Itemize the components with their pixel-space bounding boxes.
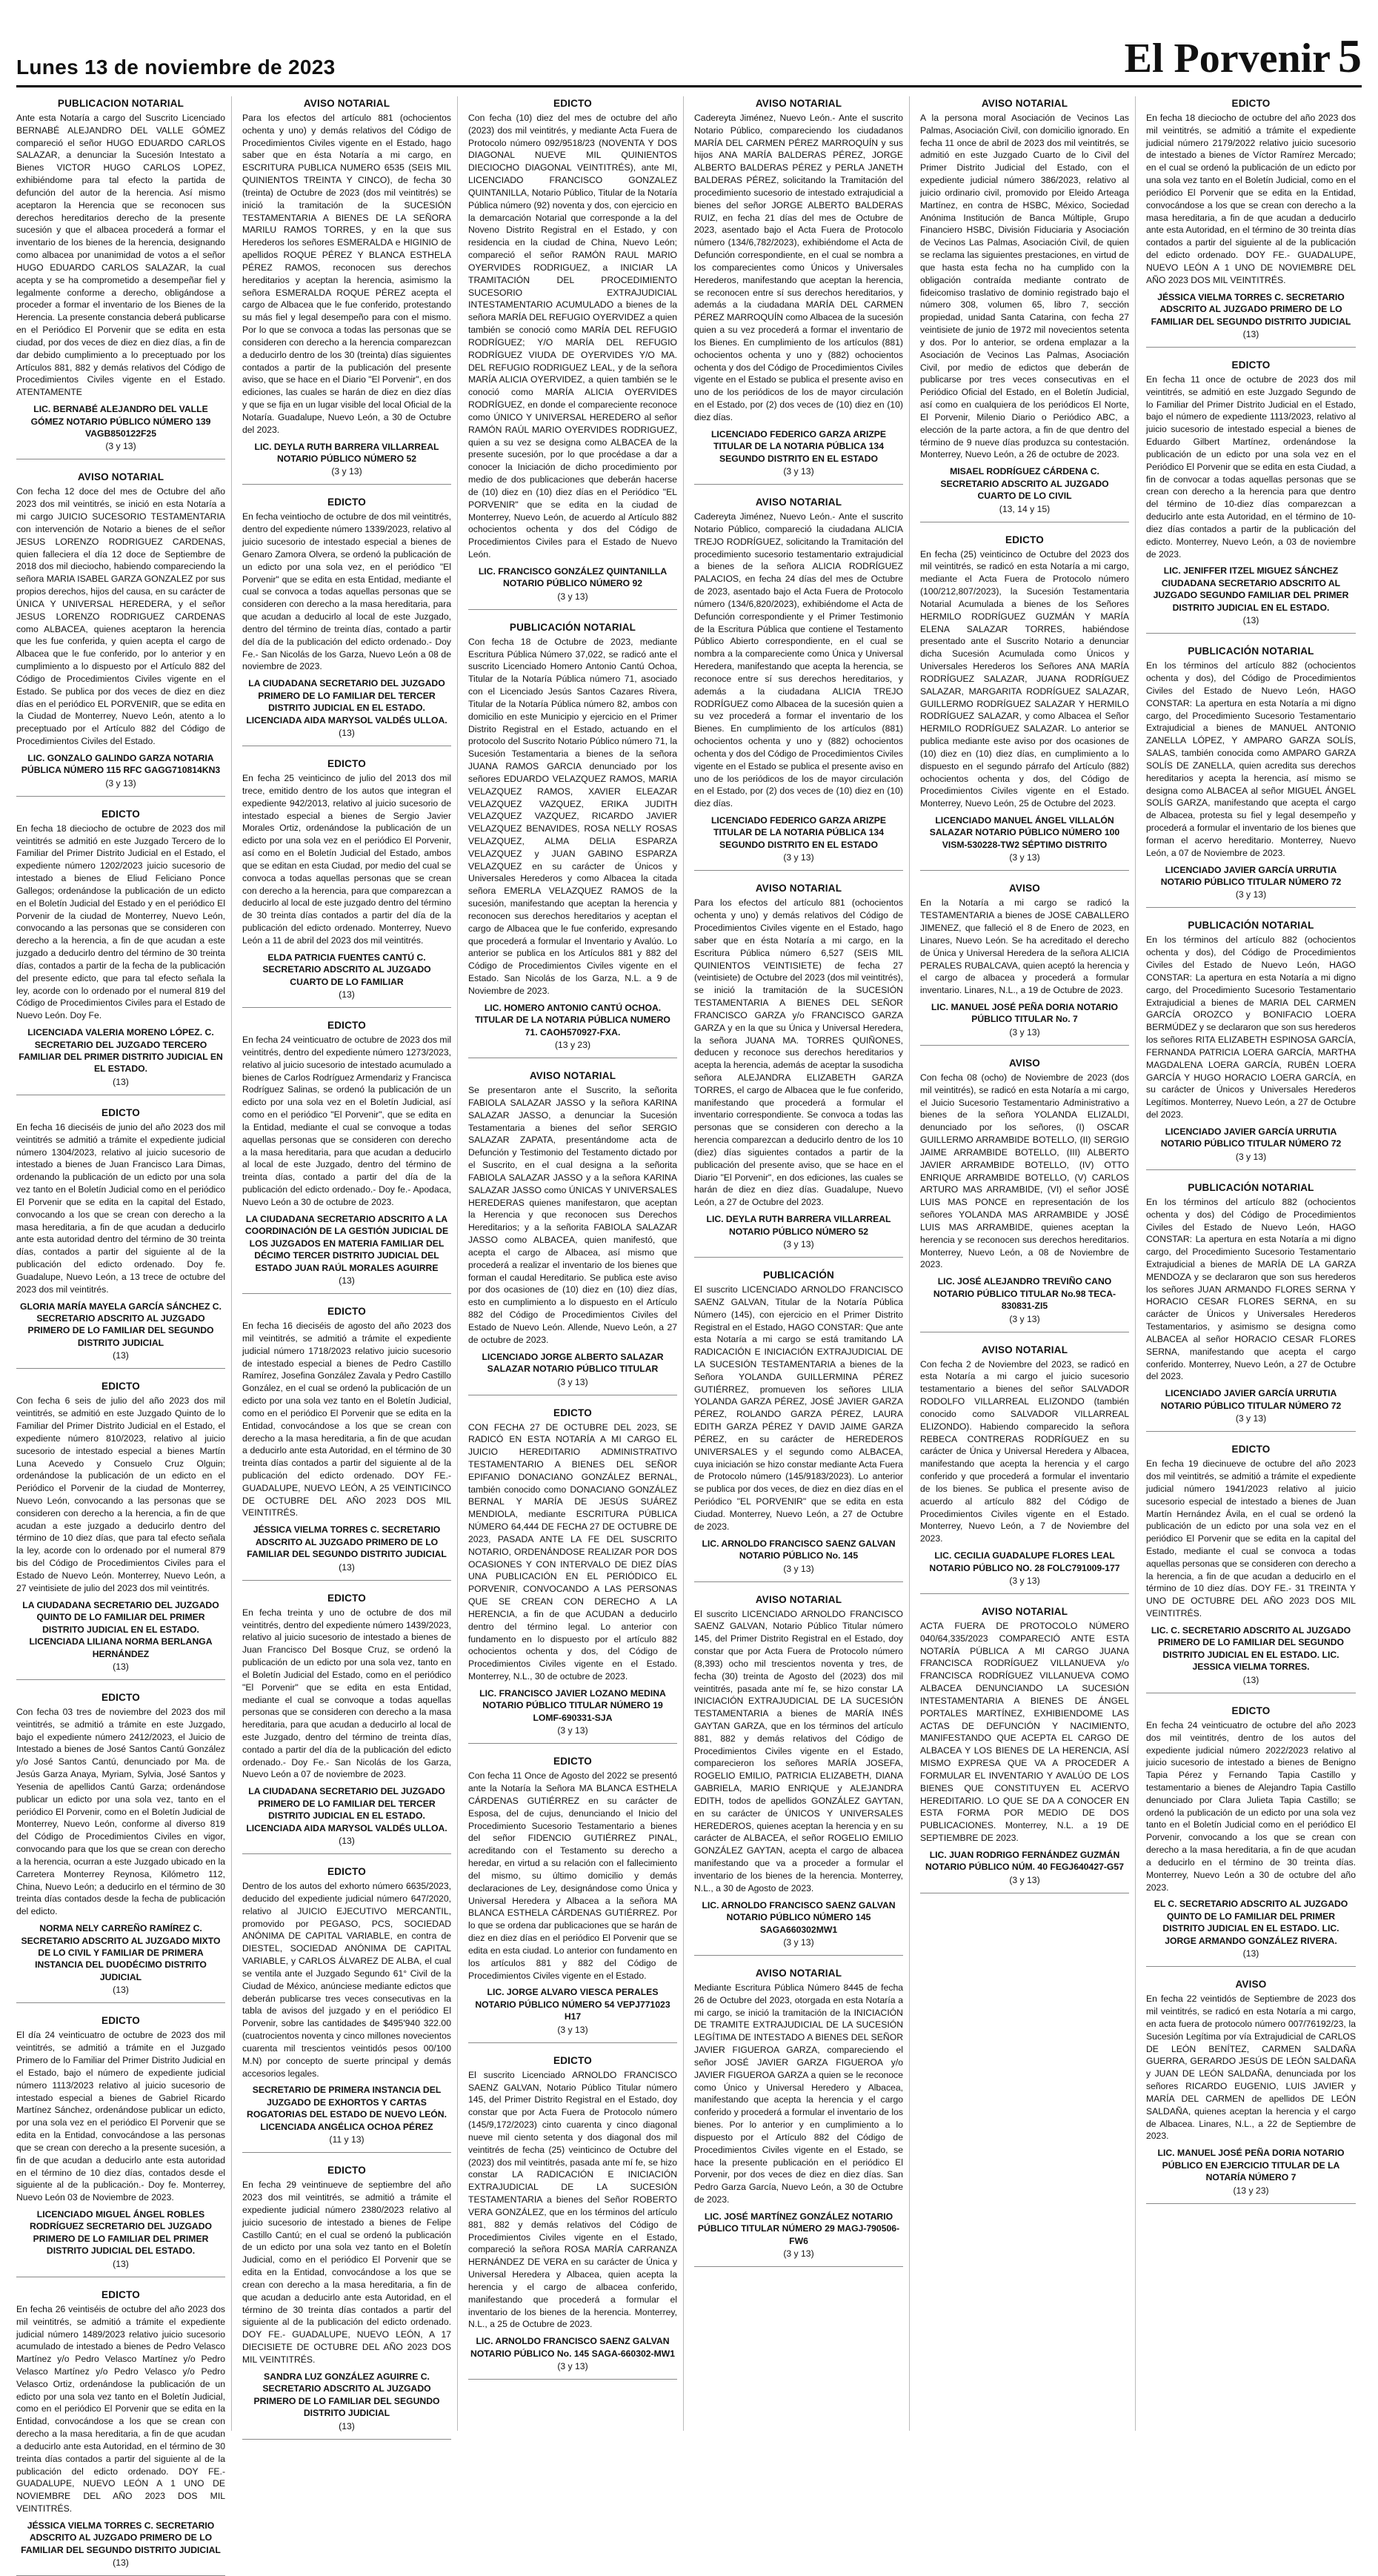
notice-publication-dates: (13 y 23) [1233, 2185, 1269, 2196]
notice-signature: JÉSSICA VIELMA TORRES C. SECRETARIO ADSCRITO AL JUZGADO PRIMERO DE LO FAMILIAR DEL SEGUNDO DISTRITO JUDICIAL [1151, 291, 1351, 327]
legal-notice [1146, 1979, 1356, 2203]
notice-publication-dates: (13) [339, 1836, 355, 1847]
notice-signature: LIC. BERNABÉ ALEJANDRO DEL VALLE GÓMEZ NOTARIO PÚBLICO NÚMERO 139 VAGB850122F25 [30, 404, 211, 439]
notice-divider [1146, 907, 1356, 908]
notice-divider [16, 796, 225, 797]
notice-title: AVISO NOTARIAL [77, 471, 164, 483]
notice-signature: JÉSSICA VIELMA TORRES C. SECRETARIO ADSCRITO AL JUZGADO PRIMERO DE LO FAMILIAR DEL SEGUNDO DISTRITO JUDICIAL [247, 1524, 447, 1560]
notice-body: En fecha 25 veinticinco de julio del 2013 dos mil trece, emitido dentro de los autos que integran el expediente 942/2013, relativo al juicio sucesorio de intestado especial a bienes de Sergio Javier Morales Ortiz, ordenándose la publicación de un edicto por una sola vez en el periódico El Porvenir, así como en el Boletín Judicial del Estado, ambos que se editan en esta Ciudad, por medio del cual se convoca a todas aquellas personas que se crean con derecho a la herencia, para que comparezcan a deducirlo al local de este juzgado dentro del término de 30 treinta días contados a partir del día de la publicación del edicto ordenado. Monterrey, Nuevo León a 11 de abril del 2023 dos mil veintitrés. [242, 773, 451, 946]
column-1 [16, 96, 232, 2569]
notice-title: EDICTO [101, 1691, 140, 1703]
notice-signature: LA CIUDADANA SECRETARIO DEL JUZGADO PRIMERO DE LO FAMILIAR DEL TERCER DISTRITO JUDICIAL EN EL ESTADO. LICENCIADA AIDA MARYSOL VALDÉS ULLOA. [246, 678, 447, 726]
notice-title: PUBLICACIÓN NOTARIAL [1188, 1181, 1314, 1193]
notice-publication-dates: (3 y 13) [105, 441, 136, 452]
notice-body: En los términos del artículo 882 (ochocientos ochenta y dos) del Código de Procedimientos Civiles del Estado de Nuevo León, HAGO CONSTAR: La apertura en esta Notaría a mi digno cargo, del Procedimiento Sucesorio Testamentario Extrajudicial a bienes de MARÍA DE LA GARZA MENDOZA y se declararon que son sus herederos los señores JUAN ARMANDO FLORES SERNA Y HORACIO CESAR FLORES SERNA, en su carácter de Únicos y Universales Herederos Testamentarios, y asimismo se designa como ALBACEA al señor HORACIO CESAR FLORES SERNA, manifestando que acepta el cargo conferido. Monterrey, Nuevo León, a 27 de Octubre del 2023. [1146, 1196, 1356, 1382]
notice-title: AVISO NOTARIAL [755, 1593, 842, 1605]
notice-divider [1146, 2203, 1356, 2204]
notice-signature: LIC. DEYLA RUTH BARRERA VILLARREAL NOTARIO PÚBLICO NÚMERO 52 [706, 1214, 891, 1237]
notice-divider [1146, 1431, 1356, 1432]
notice-body: En fecha 24 veinticuatro de octubre del año 2023 dos mil veintitrés, dentro de los autos del expediente judicial número 2022/2023 relativo al juicio sucesorio de intestado a bienes de Benigno Tapia Pérez y Fernando Tapia Castillo y testamentario a bienes de Alejandro Tapia Castillo denunciado por Clara Julieta Tapia Castillo; se ordenó la publicación de un edicto por una sola vez tanto en el Boletín Judicial como en el periódico El Porvenir, convocando a los que se crean con derecho a la masa hereditaria, a fin de que acudan a deducirlo en el término de 30 treinta días. Monterrey, Nuevo León a 30 de octubre del año 2023. [1146, 1719, 1356, 1893]
masthead [16, 0, 1362, 87]
notice-title: AVISO NOTARIAL [981, 98, 1068, 109]
notice-publication-dates: (13) [1242, 329, 1259, 339]
notice-title: EDICTO [327, 497, 366, 508]
notice-divider [920, 1593, 1129, 1594]
notice-body: El suscrito LICENCIADO ARNOLDO FRANCISCO SAENZ GALVAN, Notario Público Titular número 145, del Primer Distrito Registral en el Estado, doy constar que por Acta Fuera de Protocolo número (8,393) ocho mil trescientos noventa y tres, de fecha (30) treinta de Agosto del (2023) dos mil veintitrés, pasada ante mí fe, se hizo constar LA INICIACIÓN EXTRAJUDICIAL DE LA SUCESIÓN TESTAMENTARIA a bienes de MARÍA INÉS GAYTAN GARZA, que en los términos del artículo 881, 882 y demás relativos del Código de Procedimientos Civiles vigente en el Estado, comparecieron los señores MARÍA JOSEFA, ROGELIO EMILIO, PATRICIA ELIZABETH, DIANA GABRIELA, MARIO ENRIQUE y ALEJANDRA EDITH, todos de apellidos GONZÁLEZ GAYTAN, en su carácter de ÚNICOS Y UNIVERSALES HEREDEROS, quienes aceptan la herencia y en su carácter de ALBACEA, el señor ROGELIO EMILIO GONZÁLEZ GAYTAN, acepta el cargo de albacea manifestando que va a proceder a formular el inventario de los bienes de la herencia. Monterrey, N.L., a 30 de Agosto de 2023. [694, 1608, 903, 1893]
notice-body: Para los efectos del artículo 881 (ochocientos ochenta y uno) y demás relativos del Código de Procedimientos Civiles vigente en el Estado, hago saber que en ésta Notaría a mi cargo, en ESCRITURA PUBLICA NUMERO 6535 (SEIS MIL QUINIENTOS TREINTA Y CINCO), de fecha 30 (treinta) de Octubre de 2023 (dos mil veintitrés) se inició la tramitación de la SUCESIÓN TESTAMENTARIA A BIENES DE LA SEÑORA MARILU RAMOS TORRES, y en la que sus Herederos los señores ESMERALDA e HIGINIO de apellidos ROQUE PÉREZ Y BLANCA ESTHELA PÉREZ RAMOS, reconocen sus derechos hereditarios y aceptan la herencia, asimismo la señora ESMERALDA ROQUE PÉREZ acepta el cargo de Albacea que le fue conferido, protestando su más fiel y legal desempeño para con el mismo. Por lo que se convoca a todas las personas que se consideren con derecho a la herencia comparezcan a deducirlo dentro de los 30 (treinta) días siguientes contados a partir de la publicación del presente aviso, que se hace en el Diario "El Porvenir", en dos ediciones, las cuales se harán de diez en diez días y que se fija en un lugar visible del local Oficial de la Notaría. Guadalupe, Nuevo León, a 30 de Octubre del 2023. [242, 113, 451, 435]
notice-body: En los términos del artículo 882 (ochocientos ochenta y dos), del Código de Procedimientos Civiles del Estado de Nuevo León, HAGO CONSTAR: La apertura en esta Notaría a mi digno cargo, del Procedimiento Sucesorio Testamentario Extrajudicial a bienes de MARIA DEL CARMEN GARCÍA OROZCO y BONIFACIO LOERA BERMÚDEZ y se declararon que son sus herederos los señores RITA ELIZABETH ESPINOSA GARCÍA, FERNANDA PATRICIA LOERA GARCÍA, MARTHA MAGDALENA LOERA GARCÍA, RUBÉN LOERA GARCÍA Y HUGO HORACIO LOERA GARCÍA, en su carácter de Únicos y Universales Herederos Legítimos. Monterrey, Nuevo León, a 27 de Octubre del 2023. [1146, 935, 1356, 1121]
notice-divider [468, 609, 677, 610]
notice-publication-dates: (3 y 13) [105, 777, 136, 789]
legal-notice [1146, 920, 1356, 1169]
notice-body: Con fecha 2 de Noviembre del 2023, se radicó en esta Notaría a mi cargo el juicio sucesorio testamentario a bienes del señor SALVADOR RODOLFO VILLARREAL ELIZONDO (también conocido como SALVADOR VILLARREAL ELIZONDO). Habiendo comparecido la señora REBECA CONTRERAS RODRÍGUEZ en su carácter de Única y Universal Heredera y Albacea, manifestando que acepta la herencia y el cargo conferido y que procederá a formular el inventario de los bienes. Se publica el presente aviso de acuerdo al artículo 882 del Código de Procedimientos Civiles vigente en el Estado. Monterrey, Nuevo León, a 7 de Noviembre del 2023. [920, 1358, 1129, 1544]
notice-signature: LIC. GONZALO GALINDO GARZA NOTARIA PÚBLICA NÚMERO 115 RFC GAGG710814KN3 [21, 752, 221, 776]
column-3 [468, 96, 684, 2431]
legal-notice [468, 2055, 677, 2380]
legal-notice [920, 98, 1129, 522]
notice-signature: LIC. FRANCISCO JAVIER LOZANO MEDINA NOTARIO PÚBLICO TITULAR NÚMERO 19 LOMF-690331-SJA [479, 1687, 666, 1723]
notice-body: Con fecha 11 Once de Agosto del 2022 se presentó ante la Notaría la Señora MA BLANCA ESTHELA CÁRDENAS GUTIÉRREZ en su carácter de Esposa, del de cujus, denunciando el Inicio del Procedimiento Sucesorio Testamentario a bienes del señor FIDENCIO GUTIÉRREZ PINAL, acreditando con el Testamento su derecho a heredar, en virtud a su relación con el fallecimiento del mismo, su último domicilio y demás declaraciones de Ley, designándose como Única y Universal Heredera y Albacea a la señora MA BLANCA ESTHELA CÁRDENAS GUTIÉRREZ. Por lo que se ordena dar publicaciones que se harán de diez en diez días en el periódico El Porvenir que se edita en esta ciudad. Lo anterior con fundamento en los artículos 881 y 882 del Código de Procedimientos Civiles vigente en el Estado. [468, 1770, 677, 1981]
notice-title: PUBLICACIÓN NOTARIAL [509, 621, 636, 633]
notice-title: AVISO [1008, 1057, 1040, 1069]
legal-notice [694, 883, 903, 1258]
notice-publication-dates: (3 y 13) [1009, 1575, 1040, 1586]
legal-notice [920, 1058, 1129, 1332]
notice-title: EDICTO [101, 1381, 140, 1392]
notice-signature: LICENCIADO MIGUEL ÁNGEL ROBLES RODRÍGUEZ SECRETARIO DEL JUZGADO PRIMERO DE LO FAMILIAR DEL PRIMER DISTRITO JUDICIAL DEL ESTADO. [29, 2208, 213, 2257]
notice-signature: LICENCIADO MANUEL ÁNGEL VILLALÓN SALAZAR NOTARIO PÚBLICO NÚMERO 100 VISM-530228-TW2 SÉPTIMO DISTRITO [929, 814, 1120, 850]
legal-notice [1146, 359, 1356, 634]
notice-body: Cadereyta Jiménez, Nuevo León.- Ante el suscrito Notario Público, compareciendo los ciudadanos MARÍA DEL CARMEN PÉREZ MARROQUÍN y sus hijos ANA MARÍA BALDERAS PÉREZ, JORGE ALBERTO BALDERAS PÉREZ y PERLA JANETH BALDERAS PÉREZ, solicitando la Tramitación del procedimiento sucesorio de intestado extrajudicial a bienes del señor JORGE ALBERTO BALDERAS RUIZ, en fecha 21 días del mes de Octubre de 2023, asentado bajo el Acta Fuera de Protocolo número (134/6,782/2023), exhibiéndome el Acta de Defunción correspondiente, en el cual se nombra a los comparecientes como Únicos y Universales Herederos, manifestando que aceptan la herencia, se reconocen entre sí sus derechos hereditarios, y además a la ciudadana MARÍA DEL CARMEN PÉREZ MARROQUÍN como Albacea de la sucesión quien a su vez procederá a formar el inventario de los Bienes. En cumplimiento de los artículos (881) ochocientos ochenta y uno y (882) ochocientos ochenta y dos del Código de Procedimientos Civiles vigente en el Estado se publica el presente aviso en uno de los periódicos de los de mayor circulación en el Estado, por (2) dos veces de (10) diez en (10) diez días. [694, 113, 903, 422]
notice-publication-dates: (3 y 13) [557, 1376, 588, 1387]
notice-title: AVISO [1008, 883, 1040, 894]
notice-title: EDICTO [1231, 98, 1271, 109]
notice-title: EDICTO [101, 2288, 140, 2300]
legal-notice [1146, 1182, 1356, 1432]
notice-signature: LIC. MANUEL JOSÉ PEÑA DORIA NOTARIO PÚBLICO TITULAR No. 7 [931, 1002, 1118, 1025]
notice-title: PUBLICACIÓN [763, 1269, 834, 1281]
notice-publication-dates: (3 y 13) [557, 2361, 588, 2372]
notice-body: Ante esta Notaría a cargo del Suscrito Licenciado BERNABÉ ALEJANDRO DEL VALLE GÓMEZ compareció el señor HUGO EDUARDO CARLOS SALAZAR, a denunciar la Sucesión Intestato a Bienes VICTOR HUGO CARLOS LOPEZ, exhibiéndome para tal efecto la partida de defunción del autor de la herencia. Así mismo aceptaron la Herencia que se reconocen sus derechos hereditarios derecho de la presente sucesión y que el albacea procederá a formar el inventario de los bienes de la herencia, designando como albacea por unanimidad de votos a el señor HUGO EDUARDO CARLOS SALAZAR, la cual acepta y se ha comprometido a desempeñar fiel y legalmente conforme a derecho, obligándose a proceder a formar el inventario de los Bienes de la Herencia. La presente constancia deberá publicarse en el Periódico El Porvenir que se edita en esta ciudad, por dos veces de diez en diez días, a fin de dar debido cumplimiento a lo preceptuado por los Artículos 881, 882 y demás relativos del Código de Procedimientos Civiles vigente en el Estado. ATENTAMENTE [16, 113, 225, 398]
notice-signature: LIC. ARNOLDO FRANCISCO SAENZ GALVAN NOTARIO PÚBLICO No. 145 [702, 1538, 896, 1561]
notice-body: Para los efectos del artículo 881 (ochocientos ochenta y uno) y demás relativos del Código de Procedimientos Civiles vigente en el Estado, hago saber que en ésta Notaría a mi cargo, en la Escritura Pública número 6,527 (SEIS MIL QUINIENTOS VEINTISIETE) de fecha 27 (veintisiete) de Octubre del 2023 (dos mil veintitrés), se inició la tramitación de la SUCESIÓN TESTAMENTARIA A BIENES DEL SEÑOR FRANCISCO GARZA y/o FRANCISCO GARZA GARZA y en la que su Única y Universal Heredera, la señora JUANA MA. TORRES QUIÑONES, deducen y reconoce sus derechos hereditarios y acepta la herencia, además de aceptar la susodicha señora ALEJANDRA ELIZABETH GARZA TORRES, el cargo de Albacea que le fue conferido, manifestando que procederá a formular el inventario correspondiente. Se convoca a todas las personas que se consideren con derecho a la herencia comparezcan a deducirlo dentro de los 10 (diez) días siguientes contados a partir de la publicación del presente aviso, que se hace en el Diario "El Porvenir", en dos ediciones, las cuales se harán de diez en diez días. Guadalupe, Nuevo León, a 27 de Octubre del 2023. [694, 897, 903, 1208]
notice-title: EDICTO [553, 98, 592, 109]
notice-title: AVISO NOTARIAL [755, 883, 842, 894]
notice-publication-dates: (13) [339, 728, 355, 739]
notice-signature: LICENCIADO FEDERICO GARZA ARIZPE TITULAR DE LA NOTARIA PÚBLICA 134 SEGUNDO DISTRITO EN EL ESTADO [710, 428, 887, 464]
legal-notice [468, 1407, 677, 1745]
notice-title: EDICTO [1231, 1704, 1271, 1716]
notice-divider [242, 1580, 451, 1581]
legal-notice [694, 1594, 903, 1956]
notice-body: El suscrito Licenciado ARNOLDO FRANCISCO SAENZ GALVAN, Notario Público Titular número 145, del Primer Distrito Registral en el Estado, doy constar que por Acta Fuera de Protocolo número (145/9,172/2023) cinto cuarenta y cinco diagonal nueve mil ciento setenta y dos diagonal dos mil veintitrés de fecha (25) veinticinco de Octubre del (2023) dos mil veintitrés, pasada ante mí fe, se hizo constar LA RADICACIÓN E INICIACIÓN EXTRAJUDICIAL DE LA SUCESIÓN TESTAMENTARIA a bienes del Señor ROBERTO VERA GONZÁLEZ, que en los términos del artículo 881, 882 y demás relativos del Código de Procedimientos Civiles vigente en el Estado, compareció la señora ROSA MARÍA CARRANZA HERNÁNDEZ DE VERA en su carácter de Única y Universal Heredera y Albacea, quien acepta la herencia y el cargo de albacea conferido, manifestando que procederá a formular el inventario de los bienes de la herencia. Monterrey, N.L., a 25 de Octubre de 2023. [468, 2069, 677, 2330]
notice-publication-dates: (3 y 13) [1235, 1413, 1267, 1424]
notice-body: En fecha 11 once de octubre de 2023 dos mil veintitrés, se admitió en este Juzgado Segundo de lo Familiar del Primer Distrito Judicial en el Estado, bajo el número de expediente 1113/2023, relativo al juicio sucesorio de intestado especial a bienes de Eduardo Gilbert Martínez, ordenándose la publicación de un edicto por una sola vez en el Periódico El Porvenir que se edita en esta Ciudad, a fin de convocar a todas aquellas personas que se crean con derecho a la herencia para que dentro del término de 10-diez días comparezcan a deducirlo ante esta Autoridad, en el término de 10-diez días contados a partir de la publicación del edicto. Monterrey, Nuevo León, a 03 de noviembre de 2023. [1146, 374, 1356, 560]
notice-body: En los términos del artículo 882 (ochocientos ochenta y dos), del Código de Procedimientos Civiles del Estado de Nuevo León, HAGO CONSTAR: La apertura en esta Notaría a mi digno cargo, del Procedimiento Sucesorio Testamentario Extrajudicial a bienes de MANUEL ANTONIO ZANELLA LÓPEZ, Y AMPARO GARZA SOLÍS, SALAS, también conocida como AMPARO GARZA SOLÍS DE ZANELLA, quien acredita sus derechos hereditarios y acepta la herencia, así mismo se designa como ALBACEA al señor MIGUEL ÁNGEL SOLÍS GARZA, manifestando que acepta el cargo de Albacea, protesta su fiel y legal desempeño y procederá a formular el inventario de los bienes que forman el acervo hereditario. Monterrey, Nuevo León, a 07 de Noviembre de 2023. [1146, 660, 1356, 858]
legal-notice [242, 1020, 451, 1294]
legal-notice [694, 98, 903, 485]
notice-signature: JÉSSICA VIELMA TORRES C. SECRETARIO ADSCRITO AL JUZGADO PRIMERO DE LO FAMILIAR DEL SEGUNDO DISTRITO JUDICIAL [21, 2520, 221, 2555]
notice-title: AVISO NOTARIAL [755, 98, 842, 109]
notice-divider [242, 2152, 451, 2153]
notice-divider [468, 1743, 677, 1744]
legal-notice [920, 1606, 1129, 1893]
columns [16, 96, 1362, 2569]
legal-notice [16, 1381, 225, 1680]
notice-publication-dates: (13) [339, 1275, 355, 1287]
legal-notice [242, 1866, 451, 2153]
notice-publication-dates: (3 y 13) [1009, 1874, 1040, 1885]
notice-publication-dates: (3 y 13) [783, 2248, 814, 2260]
notice-divider [242, 1293, 451, 1294]
notice-title: AVISO [1235, 1979, 1267, 1991]
legal-notice [694, 1269, 903, 1582]
notice-body: Con fecha (10) diez del mes de octubre del año (2023) dos mil veintitrés, y mediante Acta Fuera de Protocolo número 092/9518/23 (NOVENTA Y DOS DIAGONAL NUEVE MIL QUINIENTOS DIECIOCHO DIAGONAL VEINTITRÉS), ante MI, LICENCIADO FRANCISCO GONZALEZ QUINTANILLA, Notario Público, Titular de la Notaría Pública número (92) noventa y dos, con ejercicio en la demarcación Notarial que corresponde a la del Noveno Distrito Registral en el Estado, y con residencia en la ciudad de China, Nuevo León; compareció el señor RAMÓN RAUL MARIO OYERVIDES RODRIGUEZ, a INICIAR LA TRAMITACIÓN DEL PROCEDIMIENTO SUCESORIO EXTRAJUDICIAL INTESTAMENTARIO ACUMULADO a bienes de la señora MARÍA DEL REFUGIO OYERVIDEZ a quien también se conoció como MARÍA DEL REFUGIO RODRÍGUEZ; Y/O MARÍA DEL REFUGIO RODRÍGUEZ VIUDA DE OYERVIDES Y/O MA. DEL REFUGIO RODRIGUEZ LEAL, y de la señora MARÍA ALICIA OYERVIDEZ, a quien también se le conoció como MARÍA ALICIA OYERVIDES RODRÍGUEZ, en donde el compareciente reconoce como ÚNICO Y UNIVERSAL HEREDERO al señor RAMÓN RAÚL MARIO OYERVIDES RODRIGUEZ, quien a su vez se designa como ALBACEA de la presente sucesión, por lo que procédase a dar a conocer la Iniciación de dicho procedimiento por medio de dos publicaciones que deberán hacerse de (10) diez en (10) diez días en el Periódico "EL PORVENIR" que se edita en la ciudad de Monterrey, Nuevo León, de acuerdo al Artículo 882 ochocientos ochenta y dos del Código de Procedimientos Civiles para el Estado de Nuevo León. [468, 113, 677, 560]
notice-publication-dates: (3 y 13) [1009, 1026, 1040, 1038]
notice-body: Con fecha 08 (ocho) de Noviembre de 2023 (dos mil veintitrés), se radicó en esta Notaría a mi cargo, el Juicio Sucesorio Testamentario Administrativo a bienes de la señora YOLANDA ELIZALDI, denunciado por los señores, (I) OSCAR GUILLERMO ARRAMBIDE BOTELLO, (II) SERGIO JAIME ARRAMBIDE BOTELLO, (III) ALBERTO JAVIER ARRAMBIDE BOTELLO, (IV) OTTO ENRIQUE ARRAMBIDE BOTELLO, (V) CARLOS ARTURO MAS ARRAMBIDE, (VI) el señor JOSÉ LUIS MAS PONCE en representación de los señores YOLANDA MAS ARRAMBIDE y JOSÉ LUIS MAS ARRAMBIDE, quienes aceptan la herencia y se reconocen sus derechos hereditarios. Monterrey, Nuevo León, a 08 de Noviembre de 2023. [920, 1072, 1129, 1270]
legal-notice [920, 534, 1129, 872]
notice-signature: EL C. SECRETARIO ADSCRITO AL JUZGADO QUINTO DE LO FAMILIAR DEL PRIMER DISTRITO JUDICIAL EN EL ESTADO. LIC. JORGE ARMANDO GONZÁLEZ RIVERA. [1154, 1899, 1348, 1946]
notice-title: AVISO NOTARIAL [755, 1967, 842, 1979]
notice-divider [694, 484, 903, 485]
notice-title: PUBLICACIÓN NOTARIAL [1188, 645, 1314, 657]
notice-divider [1146, 1966, 1356, 1967]
notice-title: EDICTO [101, 2015, 140, 2027]
notice-title: PUBLICACION NOTARIAL [57, 98, 184, 109]
notice-divider [694, 2266, 903, 2267]
notice-divider [16, 2002, 225, 2003]
legal-notice [16, 98, 225, 459]
notice-divider [694, 870, 903, 871]
notice-title: EDICTO [327, 1866, 366, 1878]
notice-body: Mediante Escritura Pública Número 8445 de fecha 26 de Octubre del 2023, otorgada en esta Notaría a mi cargo, se inició la tramitación de la INICIACIÓN DE TRAMITE EXTRAJUDICIAL DE LA SUCESIÓN LEGÍTIMA DE INTESTADO A BIENES DEL SEÑOR JAVIER FIGUEROA GARZA, compareciendo el señor JOSÉ JAVIER GARZA FIGUEROA y/o JAVIER FIGUEROA GARZA a quien se le reconoce como Único y Universal Heredero y Albacea, manifestando que acepta la herencia y el cargo conferido y procederá a formular el inventario de los bienes. Por lo anterior y en cumplimiento a lo dispuesto por el Artículo 882 del Código de Procedimientos Civiles vigente en el Estado, se hace la presente publicación en el periódico El Porvenir, por dos veces de diez en diez días. San Pedro Garza García, Nuevo León, a 30 de Octubre de 2023. [694, 1982, 903, 2205]
notice-publication-dates: (13, 14 y 15) [999, 503, 1051, 514]
notice-title: PUBLICACIÓN NOTARIAL [1188, 920, 1314, 932]
notice-divider [242, 2439, 451, 2440]
legal-notice [1146, 1444, 1356, 1693]
notice-divider [1146, 1169, 1356, 1170]
notice-publication-dates: (3 y 13) [557, 2024, 588, 2035]
notice-body: Se presentaron ante el Suscrito, la señorita FABIOLA SALAZAR JASSO y la señora KARINA SALAZAR JASSO, a denunciar la Sucesión Testamentaria a bienes del señor SERGIO SALAZAR ZAPATA, presentándome acta de Defunción y Testimonio del Testamento dictado por el Suscrito, en el cual designa a la señorita FABIOLA SALAZAR JASSO y a la señora KARINA SALAZAR JASSO como ÚNICAS Y UNIVERSALES HEREDERAS quienes manifestaron, que aceptan la Herencia y que reconocen sus Derechos Hereditarios; y a la señorita FABIOLA SALAZAR JASSO como ALBACEA, quien manifestó, que acepta el cargo de Albacea, así mismo que procederá a realizar el inventario de los bienes que forman el caudal Hereditario. Se publica este aviso por dos ocasiones de (10) diez en (10) diez días, esto en cumplimiento a lo dispuesto en el Artículo 882 del Código de Procedimientos Civiles del Estado de Nuevo León. Allende, Nuevo León, a 27 de octubre de 2023. [468, 1085, 677, 1345]
notice-publication-dates: (13) [113, 1350, 129, 1361]
notice-divider [242, 484, 451, 485]
notice-signature: LIC. JENIFFER ITZEL MIGUEZ SÁNCHEZ CIUDADANA SECRETARIO ADSCRITO AL JUZGADO SEGUNDO FAMILIAR DEL PRIMER DISTRITO JUDICIAL EN EL ESTADO. [1153, 565, 1349, 613]
notice-signature: SECRETARIO DE PRIMERA INSTANCIA DEL JUZGADO DE EXHORTOS Y CARTAS ROGATORIAS DEL ESTADO DE NUEVO LEÓN. LICENCIADA ANGÉLICA OCHOA PÉREZ [247, 2085, 447, 2132]
notice-body: Con fecha 18 de Octubre de 2023, mediante Escritura Pública Número 37,022, se radicó ante el suscrito Licenciado Homero Antonio Cantú Ochoa, Titular de la Notaría Pública número 71, asociado con el Licenciado Jesús Santos Cazares Rivera, Titular de la Notaría Pública número 82, ambos con domicilio en este Municipio y ejercicio en el Primer Distrito Registral en el Estado, actuando en el protocolo del Suscrito Notario Público número 71, la Sucesión Testamentaria a bienes de la señora JUANA RAMOS GARCIA denunciado por los señores EDUARDO VELAZQUEZ RAMOS, MARIA VELAZQUEZ RAMOS, XAVIER ELEAZAR VELAZQUEZ VAZQUEZ, ERIKA JUDITH VELAZQUEZ VAZQUEZ, RICARDO JAVIER VELAZQUEZ BENAVIDES, ROSA NELLY ROSAS VELAZQUEZ, ALMA DELIA ESPARZA VELAZQUEZ y JUAN GABINO ESPARZA VELAZQUEZ en su carácter de Únicos y Universales Herederos y como Albacea la citada señora EMERLA VELAZQUEZ RAMOS de la sucesión, manifestando que aceptan la herencia y reconocen sus derechos hereditarios y aceptan el cargo de Albacea que le fue conferido, expresando que procederá a formular el Inventario y Avalúo. Lo anterior se publica en los Artículos 881 y 882 del Código de Procedimientos Civiles vigente en el Estado. San Nicolás de los Garza, N.L. a 9 de Noviembre de 2023. [468, 636, 677, 996]
notice-title: AVISO NOTARIAL [303, 98, 390, 109]
legal-notice [468, 622, 677, 1058]
legal-notice [242, 1593, 451, 1854]
notice-divider [242, 1007, 451, 1008]
notice-body: En fecha 19 diecinueve de octubre del año 2023 dos mil veintitrés, se admitió a trámite el expediente judicial número 1941/2023 relativo al juicio sucesorio especial de intestado a bienes de Juan Martín Hernández Ávila, en el cual se ordenó la publicación de un edicto por una sola vez en el periódico El Porvenir que se edita en la capital del Estado, mediante el cual se convoca a todas aquellas personas que se consideren con derecho a la herencia, a fin de que acudan a deducirlo en el término de 10 diez días. DOY FE.- 31 TREINTA Y UNO DE OCTUBRE DEL AÑO 2023 DOS MIL VEINTITRÉS. [1146, 1458, 1356, 1619]
notice-signature: LIC. CECILIA GUADALUPE FLORES LEAL NOTARIO PÚBLICO NO. 28 FOLC791009-177 [929, 1550, 1120, 1573]
notice-body: En fecha (25) veinticinco de Octubre del 2023 dos mil veintitrés, se radicó en esta Notaría a mi cargo, mediante el Acta Fuera de Protocolo número (100/212,807/2023), la Sucesión Testamentaria Notarial Acumulada a bienes de los Señores HERMILO RODRÍGUEZ GUZMÁN Y MARÍA ELENA SALAZAR TORRES, habiéndose presentado ante el Suscrito Notario a denunciar dicha Sucesión Acumulada como Únicos y Universales Herederos los Señores ANA MARÍA RODRÍGUEZ SALAZAR, JUANA RODRÍGUEZ SALAZAR, MARGARITA RODRÍGUEZ SALAZAR, GUILLERMO RODRÍGUEZ SALAZAR Y HERMILO RODRÍGUEZ SALAZAR, y como Albacea el Señor HERMILO RODRÍGUEZ SALAZAR. Lo anterior se publica mediante este aviso por dos ocasiones de (10) diez en (10) diez días, en cumplimiento a lo dispuesto en el segundo párrafo del Artículo (882) ochocientos ochenta y dos, del Código de Procedimientos Civiles vigente en el Estado. Monterrey, Nuevo León, 25 de Octubre del 2023. [920, 548, 1129, 809]
legal-notice [1146, 1705, 1356, 1967]
notice-body: En fecha 18 dieciocho de octubre del año 2023 dos mil veintitrés, se admitió a trámite el expediente judicial número 2179/2022 relativo juicio sucesorio de intestado a bienes de Víctor Ramírez Mercado; en el cual se ordenó la publicación de un edicto por una sola vez tanto en el Boletín Judicial, como en el periódico El Porvenir que se edita en la Entidad, convocándose a los que se crean con derecho a la masa hereditaria, a fin de que acudan a deducirlo ante esta Autoridad, en el término de 30 treinta días contados a partir del siguiente al de la publicación del edicto ordenado. DOY FE.- GUADALUPE, NUEVO LEÓN A 1 UNO DE NOVIEMBRE DEL AÑO 2023 DOS MIL VEINTITRÉS. [1146, 113, 1356, 285]
notice-signature: MISAEL RODRÍGUEZ CÁRDENA C. SECRETARIO ADSCRITO AL JUZGADO CUARTO DE LO CIVIL [940, 466, 1109, 502]
notice-signature: LIC. ARNOLDO FRANCISCO SAENZ GALVAN NOTARIO PÚBLICO NÚMERO 145 SAGA660302MW1 [702, 1899, 896, 1935]
notice-publication-dates: (3 y 13) [783, 1936, 814, 1948]
legal-notice [16, 809, 225, 1095]
notice-body: Con fecha 12 doce del mes de Octubre del año 2023 dos mil veintitrés, se inició en esta Notaría a mi cargo JUICIO SUCESORIO TESTAMENTARIA con intervención de Notario a bienes de el señor JESUS LORENZO RODRIGUEZ CARDENAS, quien falleciera el día 12 doce de Septiembre de 2018 dos mil dieciocho, habiendo compareciendo la señora MARIA ISABEL GARZA GONZALEZ por sus propios derechos, hijos del causa, en su carácter de ÚNICA Y UNIVERSAL HEREDERA, y el señor JESUS LORENZO RODRIGUEZ CARDENAS como ALBACEA, quienes aceptaron la herencia que les fue conferida, y quien acepta el cargo de Albacea que le fue conferido, por lo anterior y en cumplimiento a lo dispuesto por el Artículo 882 del Código de Procedimientos Civiles vigente en el Estado. Se publica por dos veces de diez en diez días en el periódico EL PORVENIR, que se edita en la Ciudad de Monterrey, Nuevo León, atento a lo preceptuado por el Artículo 882 del Código de Procedimientos Civiles del Estado. [16, 486, 225, 747]
notice-signature: LIC. FRANCISCO GONZÁLEZ QUINTANILLA NOTARIO PÚBLICO NÚMERO 92 [478, 565, 668, 589]
notice-signature: LIC. JORGE ALVARO VIESCA PERALES NOTARIO PÚBLICO NÚMERO 54 VEPJ771023 H17 [475, 1987, 670, 2022]
notice-signature: NORMA NELY CARREÑO RAMÍREZ C. SECRETARIO ADSCRITO AL JUZGADO MIXTO DE LO CIVIL Y FAMILIAR DE PRIMERA INSTANCIA DEL DUODÉCIMO DISTRITO JUDICIAL [21, 1923, 221, 1982]
legal-notice [16, 2289, 225, 2576]
notice-publication-dates: (3 y 13) [557, 591, 588, 602]
notice-title: EDICTO [1005, 534, 1044, 545]
legal-notice [694, 1968, 903, 2267]
notice-publication-dates: (3 y 13) [783, 1239, 814, 1250]
notice-publication-dates: (13 y 23) [554, 1040, 591, 1051]
legal-notice [468, 98, 677, 610]
notice-divider [1146, 347, 1356, 348]
legal-notice [242, 2165, 451, 2439]
notice-publication-dates: (3 y 13) [1009, 852, 1040, 863]
issue-date: Lunes 13 de noviembre de 2023 [16, 56, 336, 79]
notice-signature: LIC. C. SECRETARIO ADSCRITO AL JUZGADO PRIMERO DE LO FAMILIAR DEL SEGUNDO DISTRITO JUDICIAL EN EL ESTADO. LIC. JESSICA VIELMA TORRES. [1151, 1624, 1351, 1673]
notice-publication-dates: (11 y 13) [329, 2134, 365, 2145]
notice-signature: SANDRA LUZ GONZÁLEZ AGUIRRE C. SECRETARIO ADSCRITO AL JUZGADO PRIMERO DE LO FAMILIAR DEL SEGUNDO DISTRITO JUDICIAL [253, 2371, 440, 2419]
notice-signature: LICENCIADA VALERIA MORENO LÓPEZ. C. SECRETARIO DEL JUZGADO TERCERO FAMILIAR DEL PRIMER DISTRITO JUDICIAL EN EL ESTADO. [19, 1027, 223, 1075]
legal-notice [1146, 645, 1356, 908]
notice-body: En fecha 29 veintinueve de septiembre del año 2023 dos mil veintitrés, se admitió a trámite el expediente judicial número 2380/2023 relativo al juicio sucesorio de intestado a bienes de Felipe Castillo Cantú; en el cual se ordenó la publicación de un edicto por una sola vez tanto en el Boletín Judicial, como en el periódico El Porvenir que se edita en la Entidad, convocándose a los que se crean con derecho a la masa hereditaria, a fin de que acudan a deducirlo ante esta Autoridad, en el término de 30 treinta días contados a partir del siguiente al de la publicación del edicto ordenado. DOY FE.- GUADALUPE, NUEVO LEÓN, A 17 DIECISIETE DE OCTUBRE DEL AÑO 2023 DOS MIL VEINTITRÉS. [242, 2180, 451, 2365]
notice-title: AVISO NOTARIAL [981, 1605, 1068, 1617]
notice-publication-dates: (13) [339, 1561, 355, 1573]
notice-signature: LIC. ARNOLDO FRANCISCO SAENZ GALVAN NOTARIO PÚBLICO No. 145 SAGA-660302-MW1 [470, 2336, 676, 2359]
notice-body: ACTA FUERA DE PROTOCOLO NÚMERO 040/64,335/2023 COMPARECIÓ ANTE ESTA NOTARÍA PÚBLICA A MI CARGO JUANA FRANCISCA RODRÍGUEZ VILLANUEVA y/o FRANCISCA RODRÍGUEZ VILLANUEVA COMO ALBACEA DENUNCIANDO LA SUCESIÓN INTESTAMENTARIA A BIENES DE ÁNGEL PORTALES MARTÍNEZ, EXHIBIENDOME LAS ACTAS DE DEFUNCIÓN Y NACIMIENTO, MANIFESTANDO QUE ACEPTA EL CARGO DE ALBACEA Y LOS BIENES DE LA HERENCIA, ASÍ MISMO EXPRESA QUE VA A PROCEDER A FORMULAR EL INVENTARIO Y AVALÚO DE LOS BIENES QUE CONSTITUYEN EL ACERVO HEREDITARIO. LO QUE SE DA A CONOCER EN ESTA FORMA POR MEDIO DE DOS PUBLICACIONES. Monterrey, N.L. a 19 DE SEPTIEMBRE DE 2023. [920, 1620, 1129, 1844]
notice-title: EDICTO [101, 1106, 140, 1118]
column-4 [694, 96, 910, 2431]
notice-signature: LIC. JOSÉ MARTÍNEZ GONZÁLEZ NOTARIO PÚBLICO TITULAR NÚMERO 29 MAGJ-790506-FW6 [697, 2211, 900, 2246]
notice-body: Cadereyta Jiménez, Nuevo León.- Ante el suscrito Notario Público, compareció la ciudadana ALICIA TREJO RODRÍGUEZ, solicitando la Tramitación del procedimiento sucesorio testamentario extrajudicial a bienes de la señora ALICIA RODRÍGUEZ PALACIOS, en fecha 24 días del mes de Octubre de 2023, asentado bajo el Acta Fuera de Protocolo número (134/6,820/2023), exhibiéndome el Acta de Defunción correspondiente y el Primer Testimonio de la Escritura Pública que contiene el Testamento Público Abierto correspondiente, en el cual se nombra a la compareciente como Única y Universal Heredera, manifestando que acepta la herencia, se reconoce entre sí sus derechos hereditarios, y además a la ciudadana ALICIA TREJO RODRÍGUEZ como Albacea de la sucesión quien a su vez procederá a formar el inventario de los Bienes. En cumplimiento de los artículos (881) ochocientos ochenta y uno y (882) ochocientos ochenta y dos del Código de Procedimientos Civiles vigente en el Estado se publica el presente aviso en uno de los periódicos de los de mayor circulación en el Estado, por (2) dos veces de (10) diez en (10) diez días. [694, 511, 903, 809]
notice-body: A la persona moral Asociación de Vecinos Las Palmas, Asociación Civil, con domicilio ignorado. En fecha 11 once de abril de 2023 dos mil veintitrés, se admitió en este Juzgado Cuarto de lo Civil del Primer Distrito Judicial del Estado, con el expediente judicial número 386/2023, relativo al juicio ordinario civil, promovido por Eleido Arteaga Martínez, en contra de HSBC, México, Sociedad Anónima Institución de Banca Múltiple, Grupo Financiero HSBC, División Fiduciaria y Asociación de Vecinos Las Palmas, Asociación Civil, de quien se reclama las siguientes prestaciones, en virtud de que hasta esta fecha no ha cumplido con la obligación contraída mediante contrato de fideicomiso traslativo de dominio registrado bajo el número 308, volumen 65, libro 7, sección propiedad, unidad Santa Catarina, con fecha 27 veintisiete de junio de 1972 mil novecientos setenta y dos. Por lo anterior, se ordena emplazar a la Asociación de Vecinos Las Palmas, Asociación Civil, por medio de edictos que deberán de publicarse por tres veces consecutivas en el Periódico Oficial del Estado, en el Boletín Judicial, así como en cualquiera de los periódicos El Norte, El Porvenir, Milenio Diario o Periódico ABC, a elección de la parte actora, a fin de que dentro del término de 9 nueve días produzca su contestación. Monterrey, Nuevo León, a 26 de octubre de 2023. [920, 113, 1129, 460]
notice-signature: LICENCIADO FEDERICO GARZA ARIZPE TITULAR DE LA NOTARIA PÚBLICA 134 SEGUNDO DISTRITO EN EL ESTADO [710, 814, 887, 850]
notice-title: EDICTO [553, 2054, 592, 2066]
notice-signature: GLORIA MARÍA MAYELA GARCÍA SÁNCHEZ C. SECRETARIO ADSCRITO AL JUZGADO PRIMERO DE LO FAMILIAR DEL SEGUNDO DISTRITO JUDICIAL [20, 1301, 222, 1348]
notice-publication-dates: (3 y 13) [1235, 1151, 1267, 1162]
notice-divider [920, 870, 1129, 871]
notice-body: El suscrito LICENCIADO ARNOLDO FRANCISCO SAENZ GALVAN, Titular de la Notaría Pública Número (145), con ejercicio en el Primer Distrito Registral en el Estado, HAGO CONSTAR: Que ante esta Notaría a mi cargo se está tramitando LA RADICACIÓN E INICIACIÓN EXTRAJUDICIAL DE LA SUCESIÓN TESTAMENTARIA a bienes de la Señora YOLANDA GUILLERMINA PÉREZ GUTIÉRREZ, promueven los señores LILIA YOLANDA GARZA PÉREZ, JOSÉ JAVIER GARZA PÉREZ, ROLANDO GARZA PÉREZ, LAURA EDITH GARZA PÉREZ Y DAVID JAIME GARZA PÉREZ, en su carácter de HEREDEROS UNIVERSALES y el segundo como ALBACEA, cuya iniciación se hizo constar mediante Acta Fuera de Protocolo número (145/9183/2023). Lo anterior se publica por dos veces, de diez en diez días en el Periódico "EL PORVENIR" que se edita en esta Ciudad. Monterrey, Nuevo León, a 27 de Octubre de 2023. [694, 1284, 903, 1532]
notice-signature: LIC. JOSÉ ALEJANDRO TREVIÑO CANO NOTARIO PÚBLICO TITULAR No.98 TECA-830831-ZI5 [933, 1276, 1116, 1312]
notice-publication-dates: (13) [113, 1985, 129, 1996]
column-2 [242, 96, 458, 2431]
legal-notice [1146, 98, 1356, 348]
legal-notice [242, 1306, 451, 1581]
notice-title: EDICTO [101, 808, 140, 820]
notice-body: En fecha 16 dieciséis de agosto del año 2023 dos mil veintitrés, se admitió a trámite el expediente judicial número 1718/2023 relativo juicio sucesorio de intestado especial a bienes de Pedro Castillo Ramírez, Josefina González Zavala y Pedro Castillo González, en el cual se ordenó la publicación de un edicto por una sola vez tanto en el Boletín Judicial, como en el periódico El Porvenir que se edita en la Entidad, convocándose a los que se crean con derecho a la masa hereditaria, a fin de que acudan a deducirlo ante esta Autoridad, en el término de 30 treinta días contados a partir del siguiente al de la publicación del edicto ordenado. DOY FE.- GUADALUPE, NUEVO LEÓN, A 25 VEINTICINCO DE OCTUBRE DEL AÑO 2023 DOS MIL VEINTITRÉS. [242, 1321, 451, 1518]
notice-publication-dates: (13) [113, 1661, 129, 1672]
notice-title: EDICTO [327, 1592, 366, 1604]
notice-publication-dates: (3 y 13) [783, 466, 814, 477]
notice-publication-dates: (13) [113, 2258, 129, 2269]
notice-publication-dates: (13) [113, 2557, 129, 2569]
notice-title: AVISO NOTARIAL [755, 497, 842, 508]
notice-signature: LIC. DEYLA RUTH BARRERA VILLARREAL NOTARIO PÚBLICO NÚMERO 52 [254, 441, 439, 464]
notice-divider [468, 2042, 677, 2043]
notice-body: En la Notaría a mi cargo se radicó la TESTAMENTARIA a bienes de JOSE CABALLERO JIMENEZ, que falleció el 8 de Enero de 2023, en Linares, Nuevo León. Se ha acreditado el derecho de Única y Universal Heredera de la señora ALICIA PERALES RUBALCAVA, quien aceptó la herencia y el cargo de albacea y procederá a formular inventario. Linares, N.L., a 19 de Octubre de 2023. [920, 897, 1129, 996]
notice-body: En fecha 26 veintiséis de octubre del año 2023 dos mil veintitrés, se admitió a trámite el expediente judicial número 1489/2023 relativo juicio sucesorio acumulado de intestado a bienes de Pedro Velasco Martínez y/o Pedro Velasco Martínez y/o Pedro Velasco Martínez y/o Pedro Velasco y/o Pedro Velasco Ortiz, ordenándose la publicación de un edicto por una sola vez tanto en el Boletín Judicial, como en el periódico El Porvenir que se edita en la Entidad, convocándose a los que se crean con derecho a la masa hereditaria, a fin de que acudan a deducirlo ante esta Autoridad, en el término de 30 treinta días contados a partir del siguiente al de la publicación del edicto ordenado. DOY FE.- GUADALUPE, NUEVO LEÓN A 1 UNO DE NOVIEMBRE DEL AÑO 2023 DOS MIL VEINTITRÉS. [16, 2303, 225, 2514]
notice-signature: LICENCIADO JAVIER GARCÍA URRUTIA NOTARIO PÚBLICO TITULAR NÚMERO 72 [1160, 864, 1342, 888]
legal-notice [16, 2015, 225, 2277]
notice-body: Con fecha 03 tres de noviembre del 2023 dos mil veintitrés, se admitió a trámite en este Juzgado, bajo el expediente número 2412/2023, el Juicio de Intestado a bienes de José Santos Cantú González y/o José Santos Cantú, denunciado por Ma. de Jesús Garza Anaya, Myriam, Sylvia, José Santos y Yesenia de apellidos Cantú Garza; ordenándose publicar un edicto por una sola vez, tanto en el periódico El Porvenir, como en el Boletín Judicial de Monterrey, Nuevo León, conforme al diverso 819 del Código de Procedimientos Civiles en vigor, convocando para que los que se crean con derecho a la herencia, ocurran a este Juzgado ubicado en la Carretera Monterrey Reynosa, Kilómetro 112, China, Nuevo León; a deducirlo en el término de 30 treinta días contados desde la fecha de publicación del edicto. [16, 1706, 225, 1917]
notice-body: Dentro de los autos del exhorto número 6635/2023, deducido del expediente judicial número 647/2020, relativo al JUICIO EJECUTIVO MERCANTIL, promovido por PEGASO, PCS, SOCIEDAD ANÓNIMA DE CAPITAL VARIABLE, en contra de DIESTEL, SOCIEDAD ANÓNIMA DE CAPITAL VARIABLE, y CARLOS ÁLVAREZ DE ALBA, el cual se ventila ante el Juzgado Segundo 61° Civil de la Ciudad de México, anúnciese mediante edictos que deberán publicarse tres veces consecutivas en la tabla de avisos del juzgado y en el periódico El Porvenir, sobre las cantidades de $495'940 322.00 (cuatrocientos noventa y cinco millones novecientos cuarenta mil trescientos veintidós pesos 00/100 M.N) por concepto de suerte principal y demás accesorios legales. [242, 1881, 451, 2079]
notice-divider [1146, 633, 1356, 634]
legal-notice [16, 1107, 225, 1369]
notice-divider [920, 1045, 1129, 1046]
legal-notice [468, 1070, 677, 1395]
notice-title: EDICTO [327, 1020, 366, 1032]
notice-publication-dates: (3 y 13) [557, 1725, 588, 1736]
notice-divider [694, 1955, 903, 1956]
notice-publication-dates: (13) [339, 2420, 355, 2431]
notice-title: EDICTO [1231, 1444, 1271, 1455]
notice-body: En fecha 24 veinticuatro de octubre de 2023 dos mil veintitrés, dentro del expediente número 1273/2023, relativo al juicio sucesorio de intestado acumulado a bienes de Carlos Rodríguez Armendariz y Francisca Rodríguez Salinas, se ordenó la publicación de un edicto por una sola vez en el Boletín Judicial, así como en el periódico "El Porvenir", que se edita en la Entidad, mediante el cual se convoque a todas aquellas personas que se consideren con derecho a la masa hereditaria, para que acudan a deducirlo al local de este Juzgado, dentro del término de treinta días, contado a partir del día de la publicación del edicto ordenado.- Doy fe.- Apodaca, Nuevo León a 30 de octubre de 2023. [242, 1035, 451, 1207]
notice-title: AVISO NOTARIAL [529, 1070, 616, 1082]
notice-title: EDICTO [327, 758, 366, 770]
page-number: 5 [1338, 30, 1362, 83]
notice-title: EDICTO [327, 1306, 366, 1318]
column-6 [1146, 96, 1362, 2431]
notice-signature: LA CIUDADANA SECRETARIO ADSCRITO A LA COORDINACIÓN DE LA GESTIÓN JUDICIAL DE LOS JUZGADOS EN MATERIA FAMILIAR DEL DÉCIMO TERCER DISTRITO JUDICIAL DEL ESTADO JUAN RAÚL MORALES AGUIRRE [244, 1213, 449, 1273]
notice-body: El día 24 veinticuatro de octubre de 2023 dos mil veintitrés, se admitió a trámite en el Juzgado Primero de lo Familiar del Primer Distrito Judicial en el Estado, bajo el número de expediente judicial número 1113/2023 relativo al juicio sucesorio de intestado especial a bienes de Gabriel Ricardo Martínez Sánchez, ordenándose publicar un edicto, por una sola vez en el periódico El Porvenir que se edita en la Entidad, convocándose a las personas que se crean con derecho a la presente sucesión, a fin de que acudan a deducirlo ante esta autoridad en el término de 10 diez días, contados desde el siguiente al de la publicación.- Doy fe. Monterrey, Nuevo León 03 de Noviembre de 2023. [16, 2030, 225, 2203]
notice-signature: LIC. JUAN RODRIGO FERNÁNDEZ GUZMÁN NOTARIO PÚBLICO NÚM. 40 FEGJ640427-G57 [925, 1849, 1124, 1873]
notice-body: En fecha 18 dieciocho de octubre de 2023 dos mil veintitrés se admitió en este Juzgado Tercero de lo Familiar del Primer Distrito Judicial en el Estado, el expediente número 1202/2023 juicio sucesorio de intestado a bienes de Eliud Feliciano Ponce Gallegos; ordenándose la publicación de un edicto en el Boletín Judicial del Estado y en el periódico El Porvenir de la ciudad de Monterrey, Nuevo León, convocando a las personas que se consideren con derecho a la herencia, a fin de que acudan a este juzgado a deducirlo dentro del término de 30 treinta días, contados a partir de la fecha de la publicación del presente edicto, que para tal efecto señala la ley, acorde con lo ordenado por el numeral 819 del Código de Procedimientos Civiles para el Estado de Nuevo León. Doy Fe. [16, 823, 225, 1021]
notice-signature: LICENCIADO JAVIER GARCÍA URRUTIA NOTARIO PÚBLICO TITULAR NÚMERO 72 [1160, 1388, 1342, 1411]
legal-notice [242, 497, 451, 746]
notice-body: CON FECHA 27 DE OCTUBRE DEL 2023, SE RADICÓ EN ESTA NOTARÍA A MI CARGO EL JUICIO HEREDITARIO ADMINISTRATIVO TESTAMENTARIO A BIENES DEL SEÑOR EPIFANIO DONACIANO GONZÁLEZ BERNAL, también conocido como DONACIANO GONZÁLEZ BERNAL Y MARÍA DE JESÚS SUÁREZ MENDIOLA, mediante ESCRITURA PÚBLICA NÚMERO 64,444 DE FECHA 27 DE OCTUBRE DE 2023, PASADA ANTE LA FE DEL SUSCRITO NOTARIO, ORDENÁNDOSE REALIZAR POR DOS OCASIONES Y CON INTERVALO DE DIEZ DÍAS UNA PUBLICACIÓN EN EL PERIÓDICO EL PORVENIR, CONVOCANDO A LAS PERSONAS QUE SE CREAN CON DERECHO A LA HERENCIA, a fin de que ACUDAN a deducirlo dentro del término legal. Lo anterior con fundamento en lo dispuesto por el artículo 882 ochocientos ochenta y dos, del Código de Procedimientos Civiles vigente en el Estado. Monterrey, N.L., 30 de octubre de 2023. [468, 1421, 677, 1682]
notice-publication-dates: (3 y 13) [783, 1563, 814, 1574]
notice-publication-dates: (13) [113, 1076, 129, 1087]
legal-notice [242, 758, 451, 1008]
notice-publication-dates: (3 y 13) [1235, 889, 1267, 900]
notice-signature: LIC. HOMERO ANTONIO CANTÚ OCHOA. TITULAR DE LA NOTARIA PÚBLICA NUMERO 71. CAOH570927-FXA. [475, 1002, 670, 1038]
notice-body: En fecha 22 veintidós de Septiembre de 2023 dos mil veintitrés, se radicó en esta Notaría a mi cargo, en acta fuera de protocolo número 007/76192/23, la Sucesión Legítima por vía Extrajudicial de CARLOS DE LEÓN BENÍTEZ, CARMEN SALDAÑA GUERRA, GERARDO JESÚS DE LEÓN SALDAÑA y JUAN DE LEÓN SALDAÑA, denunciada por los señores RICARDO EUGENIO, LUIS JAVIER y MARÍA DEL CARMEN de apellidos DE LEÓN SALDAÑA, quienes aceptan la herencia y el cargo de Albacea. Linares, N.L., a 22 de Septiembre de 2023. [1146, 1994, 1356, 2142]
notice-body: En fecha treinta y uno de octubre de dos mil veintitrés, dentro del expediente número 1439/2023, relativo al juicio sucesorio de intestado a bienes de Juan Francisco Del Bosque Cruz, se ordenó la publicación de un edicto por una sola vez, tanto en el Boletín Judicial del Estado, como en el periódico "El Porvenir" que se edita en esta Entidad, mediante el cual se convoque a todas aquellas personas que se consideren con derecho a la masa hereditaria, para que acudan a deducirlo al local de este Juzgado, dentro del término de treinta días, contado a partir del día de la publicación del edicto ordenado.- Doy Fe.- San Nicolás de los Garza, Nuevo León a 07 de noviembre de 2023. [242, 1607, 451, 1780]
legal-notice [694, 497, 903, 871]
notice-body: En fecha veintiocho de octubre de dos mil veintitrés, dentro del expediente número 1339/2023, relativo al juicio sucesorio de intestado especial a bienes de Genaro Zamora Olvera, se ordenó la publicación de un edicto por una sola vez, en el periódico "El Porvenir" que se edita en esta Entidad, mediante el cual se convoca a todas aquellas personas que se consideren con derecho a la masa hereditaria, para que acudan a deducirlo al local de este Juzgado, dentro del término de treinta días, contado a partir del día de la publicación del edicto ordenado.- Doy Fe.- San Nicolás de los Garza, Nuevo León a 08 de noviembre de 2023. [242, 511, 451, 672]
column-5 [920, 96, 1136, 2431]
notice-publication-dates: (3 y 13) [1009, 1313, 1040, 1324]
brand [1124, 30, 1362, 83]
notice-title: EDICTO [327, 2165, 366, 2177]
notice-body: En fecha 16 dieciséis de junio del año 2023 dos mil veintitrés se admitió a trámite el expediente judicial número 1304/2023, relativo al juicio sucesorio de intestado a bienes de Juan Francisco Lara Dimas, ordenando la publicación de un edicto por una sola vez tanto en el Boletín Judicial como en el periódico El Porvenir que se edita en la capital del Estado, convocando a los que se crean con derecho a la masa hereditaria, a fin de que acudan a deducirlo ante esta autoridad dentro del término de 30 treinta días, contados a partir del siguiente al de la publicación del edicto ordenado. Doy fe. Guadalupe, Nuevo León, a 13 trece de octubre del 2023 dos mil veintitrés. [16, 1121, 225, 1295]
legal-notice [16, 1692, 225, 2003]
notice-divider [242, 1853, 451, 1854]
notice-publication-dates: (3 y 13) [331, 466, 362, 477]
notice-signature: LICENCIADO JAVIER GARCÍA URRUTIA NOTARIO PÚBLICO TITULAR NÚMERO 72 [1160, 1126, 1342, 1149]
notice-publication-dates: (13) [1242, 1948, 1259, 1959]
notice-divider [16, 1679, 225, 1680]
notice-signature: LICENCIADO JORGE ALBERTO SALAZAR SALAZAR NOTARIO PÚBLICO TITULAR [482, 1351, 664, 1375]
notice-divider [694, 1257, 903, 1258]
legal-notice [920, 883, 1129, 1046]
legal-notice [920, 1344, 1129, 1594]
notice-divider [16, 1368, 225, 1369]
legal-notice [242, 98, 451, 485]
notice-signature: ELDA PATRICIA FUENTES CANTÚ C. SECRETARIO ADSCRITO AL JUZGADO CUARTO DE LO FAMILIAR [262, 952, 431, 987]
notice-divider [468, 2379, 677, 2380]
legal-notice [468, 1756, 677, 2042]
notice-divider [694, 1581, 903, 1582]
notice-signature: LA CIUDADANA SECRETARIO DEL JUZGADO QUINTO DE LO FAMILIAR DEL PRIMER DISTRITO JUDICIAL EN EL ESTADO. LICENCIADA LILIANA NORMA BERLANGA HERNÁNDEZ [22, 1599, 219, 1659]
notice-title: EDICTO [1231, 359, 1271, 371]
legal-notice [16, 471, 225, 796]
notice-body: Con fecha 6 seis de julio del año 2023 dos mil veintitrés, se admitió en este Juzgado Quinto de lo Familiar del Primer Distrito Judicial en el Estado, el expediente número 810/2023, relativo al juicio sucesorio de intestado especial a bienes Martín Luna Acevedo y Consuelo Cruz Olguin; ordenándose la publicación de un edicto en el Periódico el Porvenir de la ciudad de Monterrey, Nuevo León, convocando a las personas que se consideren con derecho a la herencia, a fin de que acudan a este juzgado a deducirlo dentro del término de 10 diez días, que para tal efecto señala la ley, acorde con lo ordenado por el numeral 879 bis del Código de Procedimientos Civiles para el Estado de Nuevo León. Monterrey, Nuevo León, a 27 veintisiete de julio del 2023 dos mil veintitrés. [16, 1395, 225, 1593]
notice-publication-dates: (13) [339, 989, 355, 1000]
newspaper-name: El Porvenir [1124, 36, 1331, 82]
notice-publication-dates: (3 y 13) [783, 852, 814, 863]
notice-signature: LA CIUDADANA SECRETARIO DEL JUZGADO PRIMERO DE LO FAMILIAR DEL TERCER DISTRITO JUDICIAL EN EL ESTADO. LICENCIADA AIDA MARYSOL VALDÉS ULLOA. [246, 1786, 447, 1833]
notice-publication-dates: (13) [1242, 1674, 1259, 1685]
notice-publication-dates: (13) [1242, 615, 1259, 626]
notice-title: EDICTO [553, 1407, 592, 1418]
notice-title: EDICTO [553, 1756, 592, 1767]
notice-signature: LIC. MANUEL JOSÉ PEÑA DORIA NOTARIO PÚBLICO EN EJERCICIO TITULAR DE LA NOTARÍA NÚMERO 7 [1157, 2148, 1345, 2183]
notice-title: AVISO NOTARIAL [981, 1344, 1068, 1355]
